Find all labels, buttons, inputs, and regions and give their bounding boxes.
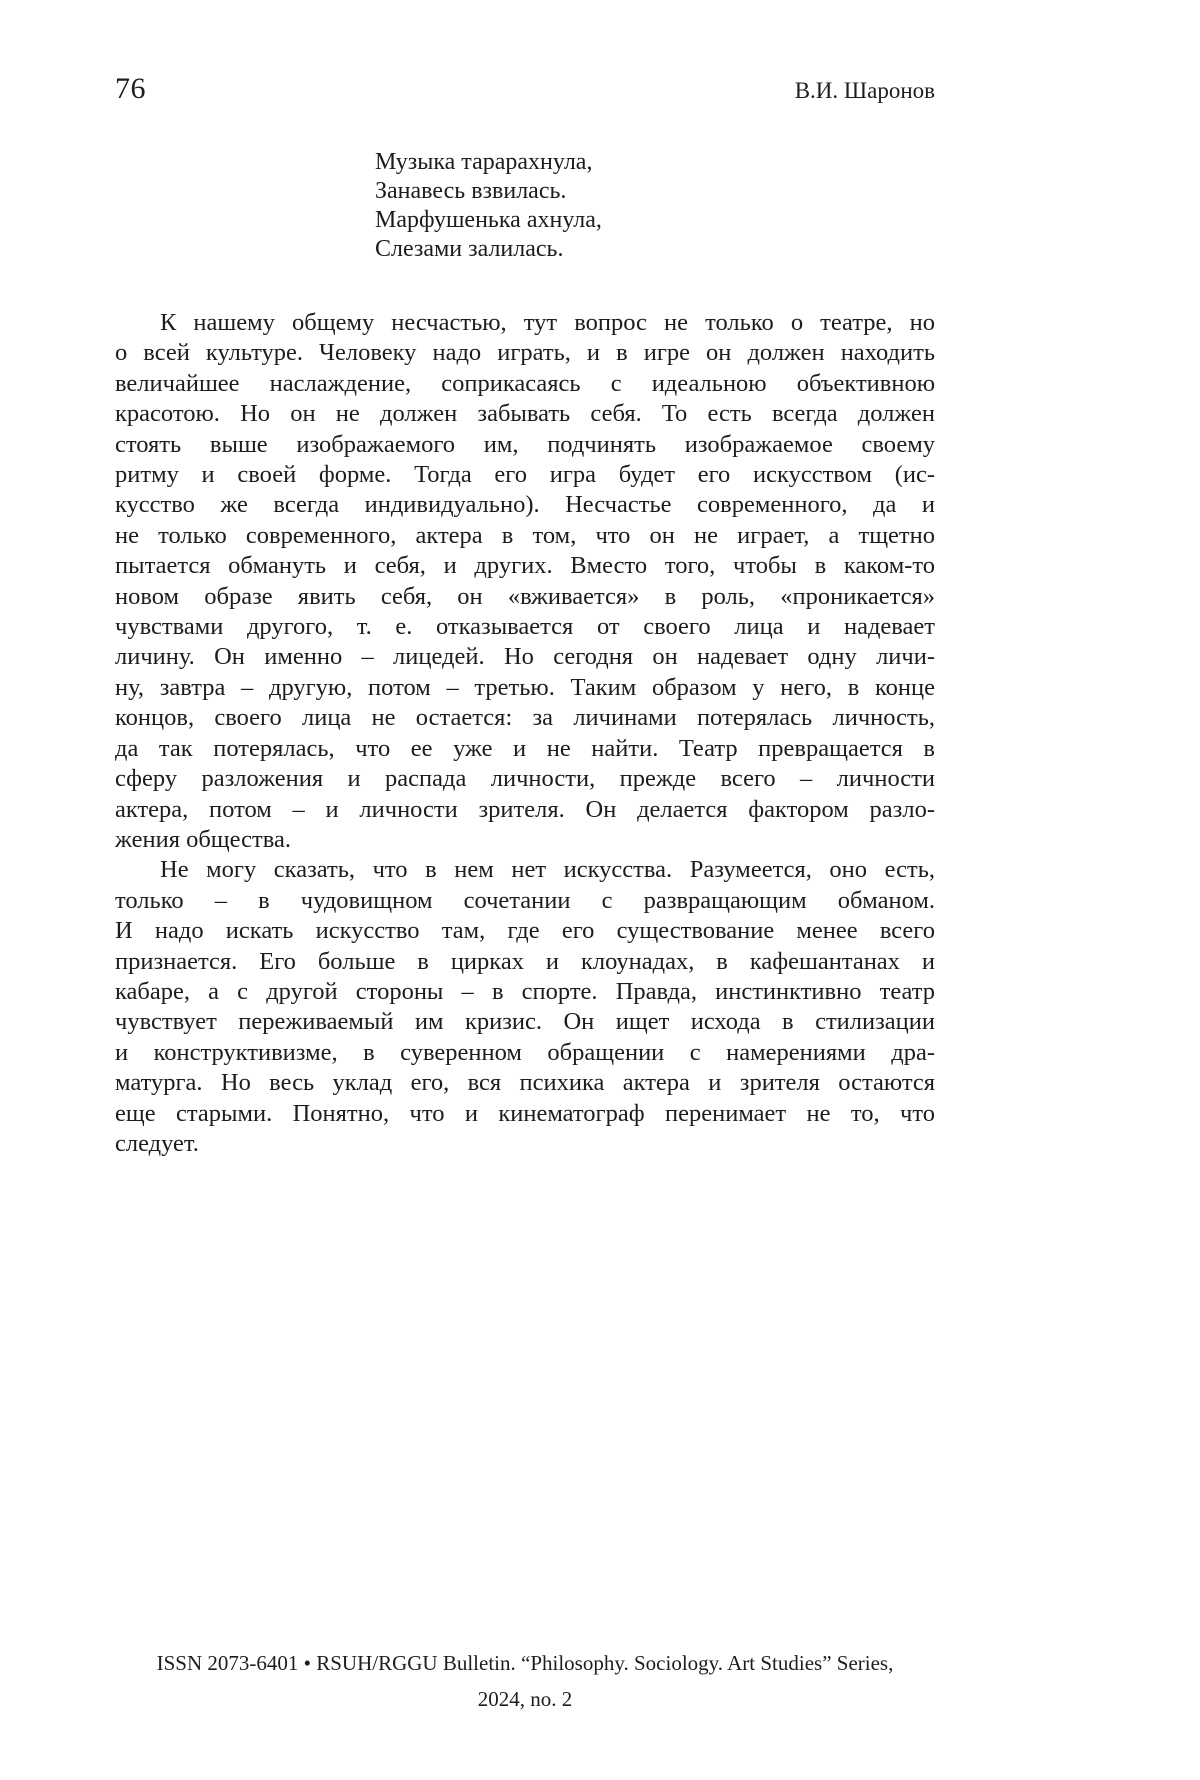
page-number: 76 <box>115 72 146 105</box>
body-text-line: чувствует переживаемый им кризис. Он ищет исхода в стилизации <box>115 1008 935 1036</box>
body-text-line: стоять выше изображаемого им, подчинять изображаемое своему <box>115 430 935 458</box>
body-text-line: признается. Его больше в цирках и клоунадах, в кафешантанах и <box>115 947 935 975</box>
running-head <box>115 72 935 106</box>
body-text-line: жения общества. <box>115 825 291 853</box>
body-text-line: кабаре, а с другой стороны – в спорте. Правда, инстинктивно театр <box>115 977 935 1005</box>
body-text-line: и конструктивизме, в суверенном обращении с намерениями дра- <box>115 1038 935 1066</box>
body-text-line: только – в чудовищном сочетании с развращающим обманом. <box>115 886 935 914</box>
paragraph-1 <box>115 308 935 855</box>
body-text-line: ну, завтра – другую, потом – третью. Таким образом у него, в конце <box>115 673 935 701</box>
body-text-line: К нашему общему несчастью, тут вопрос не только о театре, но <box>160 309 935 336</box>
body-text-line: матурга. Но весь уклад его, вся психика актера и зрителя остаются <box>115 1069 935 1097</box>
body-text-line: И надо искать искусство там, где его существование менее всего <box>115 917 935 945</box>
body-text-line: концов, своего лица не остается: за личинами потерялась личность, <box>115 704 935 732</box>
poem-line: Марфушенька ахнула, <box>375 207 602 233</box>
body-text-line: красотою. Но он не должен забывать себя. То есть всегда должен <box>115 400 935 428</box>
body-text-line: еще старыми. Понятно, что и кинематограф перенимает не то, что <box>115 1099 935 1127</box>
footer-issue-line: 2024, no. 2 <box>477 1687 573 1711</box>
body-text-line: ритму и своей форме. Тогда его игра будет его искусством (ис- <box>115 461 935 489</box>
body-text-line: пытается обмануть и себя, и других. Вместо того, чтобы в каком-то <box>115 552 935 580</box>
body-text-line: следует. <box>115 1129 199 1157</box>
text-column <box>115 0 935 1159</box>
body-text-line: актера, потом – и личности зрителя. Он делается фактором разло- <box>115 795 935 823</box>
body-text-line: кусство же всегда индивидуально). Несчастье современного, да и <box>115 491 935 519</box>
body-text-line: личину. Он именно – лицедей. Но сегодня он надевает одну личи- <box>115 643 935 671</box>
body-text-line: да так потерялась, что ее уже и не найти. Театр превращается в <box>115 734 935 762</box>
body-text-line: Не могу сказать, что в нем нет искусства. Разумеется, оно есть, <box>160 856 935 884</box>
poem-line: Занавесь взвилась. <box>375 178 567 204</box>
running-head-author: В.И. Шаронов <box>794 78 935 103</box>
poem-line: Слезами залилась. <box>375 236 564 262</box>
body-text-line: сферу разложения и распада личности, прежде всего – личности <box>115 765 935 793</box>
poem-quote <box>375 148 935 264</box>
body-text-line: новом образе явить себя, он «вживается» в роль, «проникается» <box>115 582 935 610</box>
body-text-line: не только современного, актера в том, что он не играет, а тщетно <box>115 521 935 549</box>
page-footer <box>115 1645 935 1717</box>
body-text-line: чувствами другого, т. е. отказывается от своего лица и надевает <box>115 613 935 641</box>
footer-issn-line: ISSN 2073-6401 • RSUH/RGGU Bulletin. “Philosophy. Sociology. Art Studies” Series, <box>156 1651 894 1675</box>
body-text-line: величайшее наслаждение, соприкасаясь с идеальною объективною <box>115 369 935 397</box>
poem-line: Музыка тарарахнула, <box>375 149 593 175</box>
paragraph-2 <box>115 855 935 1159</box>
body-text-line: о всей культуре. Человеку надо играть, и в игре он должен находить <box>115 339 935 367</box>
